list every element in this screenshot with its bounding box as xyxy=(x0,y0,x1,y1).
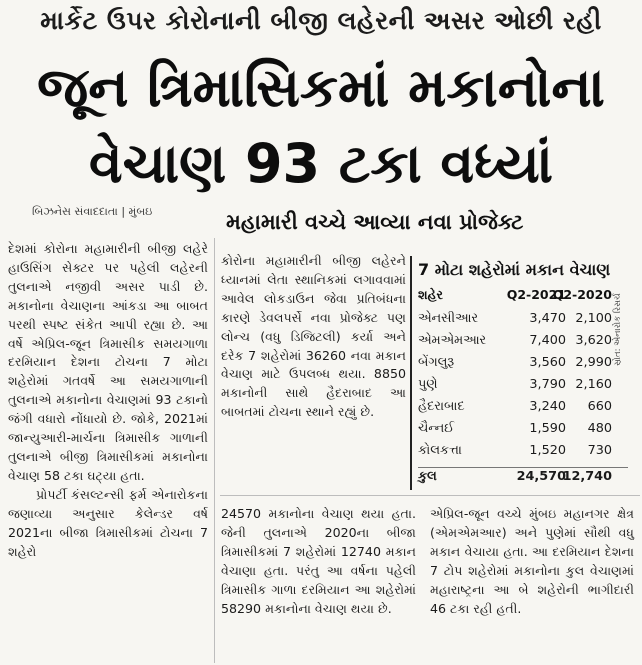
row-q2-2020: 480 xyxy=(587,421,612,436)
main-headline-line-1: જૂન ત્રિમાસિકમાં મકાનોના xyxy=(37,56,605,119)
article-paragraph: કોરોના મહામારીની બીજી લહેરને ધ્યાનમાં લેતા સ્થાનિકમાં લગાવવામાં આવેલ લોકડાઉન જેવા પ્રતિબંધના કારણે ડેવલપર્સે નવા પ્રોજેક્ટ પણ લોન્ચ (વધુ ડિજિટલી) કર્યા અને દરેક 7 શહેરોમાં 36260 નવા મકાન વેચાણ માટે ઉપલબ્ધ થયા. 8850 મકાનોની સાથે હૈદરાબાદ આ બાબતમાં ટોચના સ્થાને રહ્યું છે. xyxy=(221,253,406,420)
row-q2-2021: 1,520 xyxy=(529,443,566,458)
row-q2-2020: 2,160 xyxy=(575,377,612,392)
table-row xyxy=(418,355,628,377)
article-paragraph: એપ્રિલ-જૂન વચ્ચે મુંબઇ મહાનગર ક્ષેત્ર (એમએમઆર) અને પુણેમાં સૌથી વધુ મકાન વેચાયા હતા. આ દરમિયાન દેશના 7 ટોપ શહેરોમાં મકાનોના કુલ વેચાણમાં મહારાષ્ટ્રના આ બે શહેરોની ભાગીદારી 46 ટકા રહી હતી. xyxy=(430,506,634,616)
table-total-row xyxy=(418,469,628,491)
article-paragraph: દેશમાં કોરોના મહામારીની બીજી લહેરે હાઉસિંગ સેક્ટર પર પહેલી લહેરની તુલનાએ નજીવી અસર પાડી છે. મકાનોના વેચાણના આંકડા આ બાબત પરથી સ્પષ્ટ સંકેત આપી રહ્યા છે. આ વર્ષે એપ્રિલ-જૂન ત્રિમાસીક સમયગાળા દરમિયાન દેશના ટોચના 7 મોટા શહેરોમાં ગતવર્ષે આ સમયગાળાની તુલનાએ મકાનોના વેચાણમાં 93 ટકાનો જંગી વધારો નોંધાયો છે. જોકે, 2021માં જાન્યુઆરી-માર્ચના ત્રિમાસીક ગાળાની તુલનાએ બીજી ત્રિમાસીકમાં મકાનોના વેચાણ 58 ટકા ઘટ્યા હતા. xyxy=(8,241,208,483)
table-row xyxy=(418,333,628,355)
total-q2-2020: 12,740 xyxy=(562,469,612,484)
table-row xyxy=(418,399,628,421)
row-city: પુણે xyxy=(418,377,438,392)
column-divider xyxy=(214,238,215,663)
row-q2-2021: 3,470 xyxy=(529,311,566,326)
article-column-4 xyxy=(430,505,634,618)
total-divider xyxy=(418,467,628,468)
main-headline-line-2: વેચાણ 93 ટકા વધ્યાં xyxy=(89,132,553,195)
row-city: બેંગલુરૂ xyxy=(418,355,455,370)
total-q2-2021: 24,570 xyxy=(516,469,566,484)
row-q2-2020: 660 xyxy=(587,399,612,414)
row-q2-2021: 1,590 xyxy=(529,421,566,436)
row-q2-2021: 3,790 xyxy=(529,377,566,392)
row-city: ચૈન્નઈ xyxy=(418,421,455,436)
article-column-1 xyxy=(8,240,208,561)
article-column-3 xyxy=(221,505,416,618)
row-q2-2021: 7,400 xyxy=(529,333,566,348)
row-q2-2021: 3,240 xyxy=(529,399,566,414)
table-row xyxy=(418,311,628,333)
table-title: 7 મોટા શહેરોમાં મકાન વેચાણ xyxy=(418,260,611,279)
row-city: કોલકત્તા xyxy=(418,443,462,458)
header-q2-2020: Q2-2020 xyxy=(552,287,612,302)
kicker-headline: માર્કેટ ઉપર કોરોનાની બીજી લહેરની અસર ઓછી રહી xyxy=(40,6,602,35)
table-row xyxy=(418,421,628,443)
article-paragraph: પ્રોપર્ટી કંસલ્ટન્સી ફર્મ એનારોકના જણાવ્યા અનુસાર કેલેન્ડર વર્ષ 2021ના બીજા ત્રિમાસીકમાં ટોચના 7 શહેરો xyxy=(8,486,208,559)
article-column-2 xyxy=(221,252,406,422)
row-city: એનસીઆર xyxy=(418,311,478,326)
table-row xyxy=(418,443,628,465)
sales-table xyxy=(410,256,638,490)
header-city: શહેર xyxy=(418,287,443,302)
row-city: એમએમઆર xyxy=(418,333,486,348)
table-source: સ્રોત: એનારોક રિસર્ચ xyxy=(613,293,623,366)
row-q2-2020: 730 xyxy=(587,443,612,458)
row-q2-2021: 3,560 xyxy=(529,355,566,370)
table-row xyxy=(418,377,628,399)
header-q2-2021: Q2-2021 xyxy=(506,287,566,302)
subheadline: મહામારી વચ્ચે આવ્યા નવા પ્રોજેક્ટ xyxy=(226,210,524,234)
total-label: કુલ xyxy=(418,469,437,484)
section-divider xyxy=(220,495,640,496)
row-city: હૈદરાબાદ xyxy=(418,399,465,414)
row-q2-2020: 2,100 xyxy=(575,311,612,326)
row-q2-2020: 3,620 xyxy=(575,333,612,348)
article-paragraph: 24570 મકાનોના વેચાણ થયા હતા. જેની તુલનાએ 2020ના બીજા ત્રિમાસીકમાં 7 શહેરોમાં 12740 મકાન વેચાણા હતા. પરંતુ આ વર્ષના પહેલી ત્રિમાસીક ગાળા દરમિયાન આ શહેરોમાં 58290 મકાનોના વેચાણ થયા છે. xyxy=(221,506,416,616)
byline: બિઝનેસ સંવાદદાતા | મુંબઇ xyxy=(32,205,153,218)
row-q2-2020: 2,990 xyxy=(575,355,612,370)
